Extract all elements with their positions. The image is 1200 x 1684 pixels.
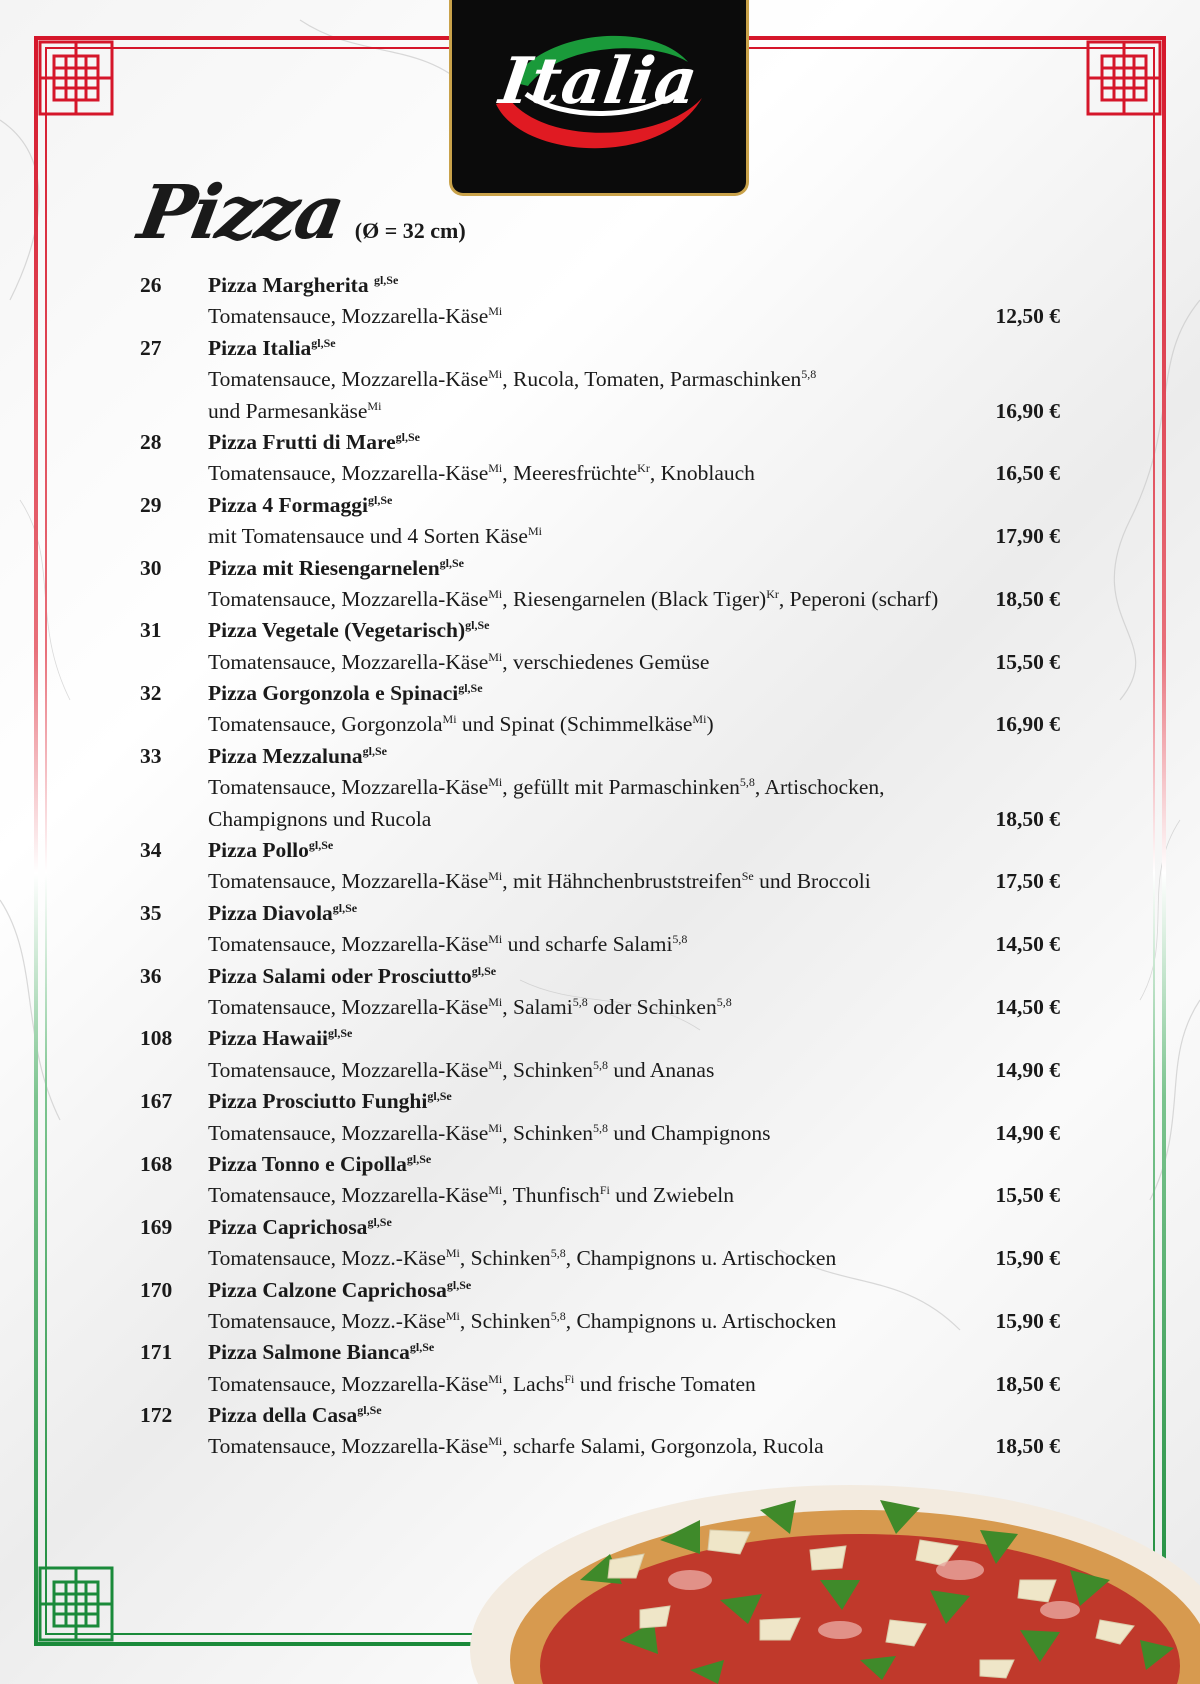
item-name: Pizza Margherita $^{gl,Se}$ <box>208 272 399 297</box>
item-number: 36 <box>140 963 162 988</box>
item-price: 18,50 € <box>995 1434 1060 1459</box>
allergen-superscript: Kr <box>637 461 650 476</box>
item-price: 14,90 € <box>995 1120 1060 1145</box>
item-description: Tomatensauce, Mozzarella-Käse$^{Mi}$, Thunfisch$^{Fi}$ und Zwiebeln <box>208 1183 735 1208</box>
menu-item-description-line <box>140 1306 1060 1337</box>
allergen-superscript: Fi <box>564 1371 575 1386</box>
menu-item-description-line <box>140 1055 1060 1086</box>
allergen-superscript: gl,Se <box>368 492 393 507</box>
item-price: 12,50 € <box>995 304 1060 329</box>
item-description: Champignons und Rucola <box>208 806 432 831</box>
item-name: Pizza Caprichosa$^{gl,Se}$ <box>208 1214 392 1239</box>
menu-item-description-line <box>140 1369 1060 1400</box>
item-name: Pizza Salami oder Prosciutto$^{gl,Se}$ <box>208 963 497 988</box>
item-price: 15,50 € <box>995 1183 1060 1208</box>
item-price: 17,90 € <box>995 524 1060 549</box>
item-description: und Parmesankäse$^{Mi}$ <box>208 398 382 423</box>
item-price: 14,50 € <box>995 932 1060 957</box>
allergen-superscript: 5,8 <box>550 1245 566 1260</box>
allergen-superscript: gl,Se <box>373 272 399 287</box>
allergen-superscript: gl,Se <box>311 335 336 350</box>
menu-item-header <box>140 270 1060 301</box>
item-description: Tomatensauce, Mozzarella-Käse$^{Mi}$ <box>208 304 503 329</box>
item-name: Pizza Salmone Bianca$^{gl,Se}$ <box>208 1340 435 1365</box>
allergen-superscript: 5,8 <box>672 932 688 947</box>
menu-item-header <box>140 490 1060 521</box>
menu-item-description-line <box>140 1180 1060 1211</box>
allergen-superscript: 5,8 <box>716 994 732 1009</box>
allergen-superscript: gl,Se <box>332 900 358 915</box>
menu-item-description-line <box>140 1243 1060 1274</box>
item-name: Pizza mit Riesengarnelen$^{gl,Se}$ <box>208 555 465 580</box>
allergen-superscript: gl,Se <box>471 963 497 978</box>
allergen-superscript: 5,8 <box>572 994 588 1009</box>
menu-item-description-line <box>140 364 1060 395</box>
item-description: mit Tomatensauce und 4 Sorten Käse$^{Mi}$ <box>208 523 542 549</box>
item-name: Pizza Mezzaluna$^{gl,Se}$ <box>208 743 387 768</box>
item-number: 34 <box>140 838 162 863</box>
menu-item-description-line <box>140 396 1060 427</box>
menu-item-header <box>140 427 1060 458</box>
menu-item-description-line <box>140 804 1060 835</box>
item-description: Tomatensauce, Mozzarella-Käse$^{Mi}$, Salami$^{5,8}$ oder Schinken$^{5,8}$ <box>208 994 732 1019</box>
allergen-superscript: gl,Se <box>409 1340 435 1355</box>
allergen-superscript: gl,Se <box>439 555 465 570</box>
allergen-superscript: Mi <box>488 932 503 947</box>
menu-item-description-line <box>140 929 1060 960</box>
menu-item-header <box>140 1400 1060 1431</box>
allergen-superscript: gl,Se <box>362 743 387 758</box>
menu-item-description-line <box>140 1431 1060 1462</box>
menu-item-description-line <box>140 301 1060 332</box>
item-description: Tomatensauce, Mozzarella-Käse$^{Mi}$, Rucola, Tomaten, Parmaschinken$^{5,8}$ <box>208 367 817 392</box>
item-name: Pizza della Casa$^{gl,Se}$ <box>208 1402 382 1428</box>
menu-item-header <box>140 1212 1060 1243</box>
item-description: Tomatensauce, Mozzarella-Käse$^{Mi}$ und scharfe Salami$^{5,8}$ <box>208 932 688 957</box>
item-number: 32 <box>140 681 162 706</box>
section-heading <box>132 170 466 256</box>
item-price: 15,50 € <box>995 649 1060 674</box>
menu-item-description-line <box>140 1118 1060 1149</box>
allergen-superscript: gl,Se <box>308 837 334 852</box>
item-description: Tomatensauce, Mozzarella-Käse$^{Mi}$, verschiedenes Gemüse <box>208 649 710 674</box>
menu-item-description-line <box>140 458 1060 489</box>
item-number: 168 <box>140 1151 173 1176</box>
item-number: 170 <box>140 1277 173 1302</box>
allergen-superscript: gl,Se <box>458 680 483 695</box>
allergen-superscript: Mi <box>488 775 503 790</box>
item-number: 29 <box>140 492 162 517</box>
menu-item-description-line <box>140 992 1060 1023</box>
pizza-menu-list <box>140 270 1060 1463</box>
menu-item-header <box>140 961 1060 992</box>
allergen-superscript: Mi <box>488 367 503 382</box>
item-number: 169 <box>140 1214 173 1239</box>
allergen-superscript: 5,8 <box>739 775 755 790</box>
item-price: 15,90 € <box>995 1246 1060 1271</box>
item-name: Pizza Italia$^{gl,Se}$ <box>208 335 336 360</box>
item-description: Tomatensauce, Mozzarella-Käse$^{Mi}$, gefüllt mit Parmaschinken$^{5,8}$, Artischocken, <box>208 775 885 800</box>
allergen-superscript: Mi <box>488 586 503 601</box>
allergen-superscript: Mi <box>445 1308 460 1323</box>
menu-item-description-line <box>140 584 1060 615</box>
item-name: Pizza Gorgonzola e Spinaci$^{gl,Se}$ <box>208 680 483 706</box>
item-description: Tomatensauce, Mozzarella-Käse$^{Mi}$, Lachs$^{Fi}$ und frische Tomaten <box>208 1371 756 1396</box>
item-price: 16,50 € <box>995 461 1060 486</box>
item-number: 27 <box>140 335 162 360</box>
allergen-superscript: Mi <box>692 712 707 727</box>
allergen-superscript: Fi <box>599 1183 610 1198</box>
item-price: 16,90 € <box>995 712 1060 737</box>
item-name: Pizza Hawaii$^{gl,Se}$ <box>208 1026 353 1051</box>
item-description: Tomatensauce, Mozz.-Käse$^{Mi}$, Schinken$^{5,8}$, Champignons u. Artischocken <box>208 1245 837 1271</box>
allergen-superscript: 5,8 <box>801 367 817 382</box>
allergen-superscript: Mi <box>488 994 503 1009</box>
menu-item-header <box>140 1337 1060 1368</box>
item-description: Tomatensauce, Mozzarella-Käse$^{Mi}$, Schinken$^{5,8}$ und Champignons <box>208 1120 771 1145</box>
allergen-superscript: gl,Se <box>357 1402 382 1417</box>
item-number: 172 <box>140 1403 173 1428</box>
allergen-superscript: gl,Se <box>328 1026 353 1041</box>
item-price: 17,50 € <box>995 869 1060 894</box>
allergen-superscript: 5,8 <box>593 1120 609 1135</box>
allergen-superscript: Se <box>741 869 754 884</box>
logo-text: Italia <box>495 44 703 119</box>
menu-item-header <box>140 1275 1060 1306</box>
item-name: Pizza Vegetale (Vegetarisch)$^{gl,Se}$ <box>208 618 490 643</box>
menu-item-header <box>140 835 1060 866</box>
allergen-superscript: Mi <box>445 1245 460 1260</box>
item-name: Pizza Prosciutto Funghi$^{gl,Se}$ <box>208 1089 452 1114</box>
item-price: 18,50 € <box>995 1371 1060 1396</box>
menu-item-description-line <box>140 709 1060 740</box>
menu-item-header <box>140 1086 1060 1117</box>
item-price: 18,50 € <box>995 586 1060 611</box>
allergen-superscript: gl,Se <box>465 618 490 633</box>
allergen-superscript: Mi <box>488 869 503 884</box>
allergen-superscript: Mi <box>488 1120 503 1135</box>
menu-item-header <box>140 741 1060 772</box>
menu-item-header <box>140 898 1060 929</box>
heading-subtitle: (Ø = 32 cm) <box>354 218 466 243</box>
allergen-superscript: Mi <box>488 304 503 319</box>
item-number: 31 <box>140 618 162 643</box>
menu-item-header <box>140 333 1060 364</box>
allergen-superscript: Mi <box>488 1434 503 1449</box>
allergen-superscript: 5,8 <box>593 1057 609 1072</box>
allergen-superscript: Mi <box>488 1371 503 1386</box>
item-number: 167 <box>140 1089 173 1114</box>
item-description: Tomatensauce, Mozz.-Käse$^{Mi}$, Schinken$^{5,8}$, Champignons u. Artischocken <box>208 1308 837 1333</box>
item-name: Pizza Diavola$^{gl,Se}$ <box>208 900 358 925</box>
allergen-superscript: Mi <box>367 398 382 413</box>
item-number: 171 <box>140 1340 173 1365</box>
item-description: Tomatensauce, Mozzarella-Käse$^{Mi}$, Riesengarnelen (Black Tiger)$^{Kr}$, Peperoni (scharf) <box>208 586 939 611</box>
allergen-superscript: gl,Se <box>395 429 421 444</box>
item-description: Tomatensauce, Mozzarella-Käse$^{Mi}$, Schinken$^{5,8}$ und Ananas <box>208 1057 715 1082</box>
item-name: Pizza Pollo$^{gl,Se}$ <box>208 837 334 863</box>
allergen-superscript: Mi <box>488 461 503 476</box>
allergen-superscript: Kr <box>766 586 779 601</box>
item-number: 35 <box>140 900 162 925</box>
item-price: 14,90 € <box>995 1057 1060 1082</box>
italia-logo <box>449 0 749 196</box>
menu-item-description-line <box>140 866 1060 897</box>
item-price: 15,90 € <box>995 1308 1060 1333</box>
heading-title: Pizza <box>132 170 349 256</box>
allergen-superscript: Mi <box>442 712 457 727</box>
menu-item-header <box>140 1023 1060 1054</box>
item-description: Tomatensauce, Mozzarella-Käse$^{Mi}$, scharfe Salami, Gorgonzola, Rucola <box>208 1434 824 1459</box>
allergen-superscript: 5,8 <box>550 1308 566 1323</box>
item-description: Tomatensauce, Gorgonzola$^{Mi}$ und Spinat (Schimmelkäse$^{Mi}$) <box>208 712 714 737</box>
item-description: Tomatensauce, Mozzarella-Käse$^{Mi}$, mit Hähnchenbruststreifen$^{Se}$ und Broccoli <box>208 869 871 894</box>
menu-item-header <box>140 678 1060 709</box>
menu-item-description-line <box>140 521 1060 552</box>
menu-item-description-line <box>140 647 1060 678</box>
menu-item-header <box>140 553 1060 584</box>
item-price: 18,50 € <box>995 806 1060 831</box>
item-name: Pizza 4 Formaggi$^{gl,Se}$ <box>208 492 393 517</box>
item-number: 33 <box>140 743 162 768</box>
allergen-superscript: gl,Se <box>367 1214 392 1229</box>
item-number: 30 <box>140 555 162 580</box>
allergen-superscript: gl,Se <box>427 1089 452 1103</box>
item-price: 16,90 € <box>995 398 1060 423</box>
item-name: Pizza Tonno e Cipolla$^{gl,Se}$ <box>208 1151 432 1176</box>
item-name: Pizza Calzone Caprichosa$^{gl,Se}$ <box>208 1277 472 1302</box>
pizza-image <box>460 1470 1200 1684</box>
menu-item-header <box>140 615 1060 646</box>
allergen-superscript: Mi <box>488 1057 503 1072</box>
item-price: 14,50 € <box>995 994 1060 1019</box>
menu-item-header <box>140 1149 1060 1180</box>
item-number: 108 <box>140 1026 173 1051</box>
item-description: Tomatensauce, Mozzarella-Käse$^{Mi}$, Meeresfrüchte$^{Kr}$, Knoblauch <box>208 461 755 486</box>
allergen-superscript: Mi <box>488 1183 503 1198</box>
allergen-superscript: gl,Se <box>406 1151 432 1166</box>
allergen-superscript: Mi <box>527 523 542 538</box>
allergen-superscript: Mi <box>488 649 503 664</box>
menu-item-description-line <box>140 772 1060 803</box>
item-number: 26 <box>140 273 162 297</box>
item-number: 28 <box>140 429 162 454</box>
allergen-superscript: gl,Se <box>446 1277 472 1292</box>
item-name: Pizza Frutti di Mare$^{gl,Se}$ <box>208 429 421 454</box>
